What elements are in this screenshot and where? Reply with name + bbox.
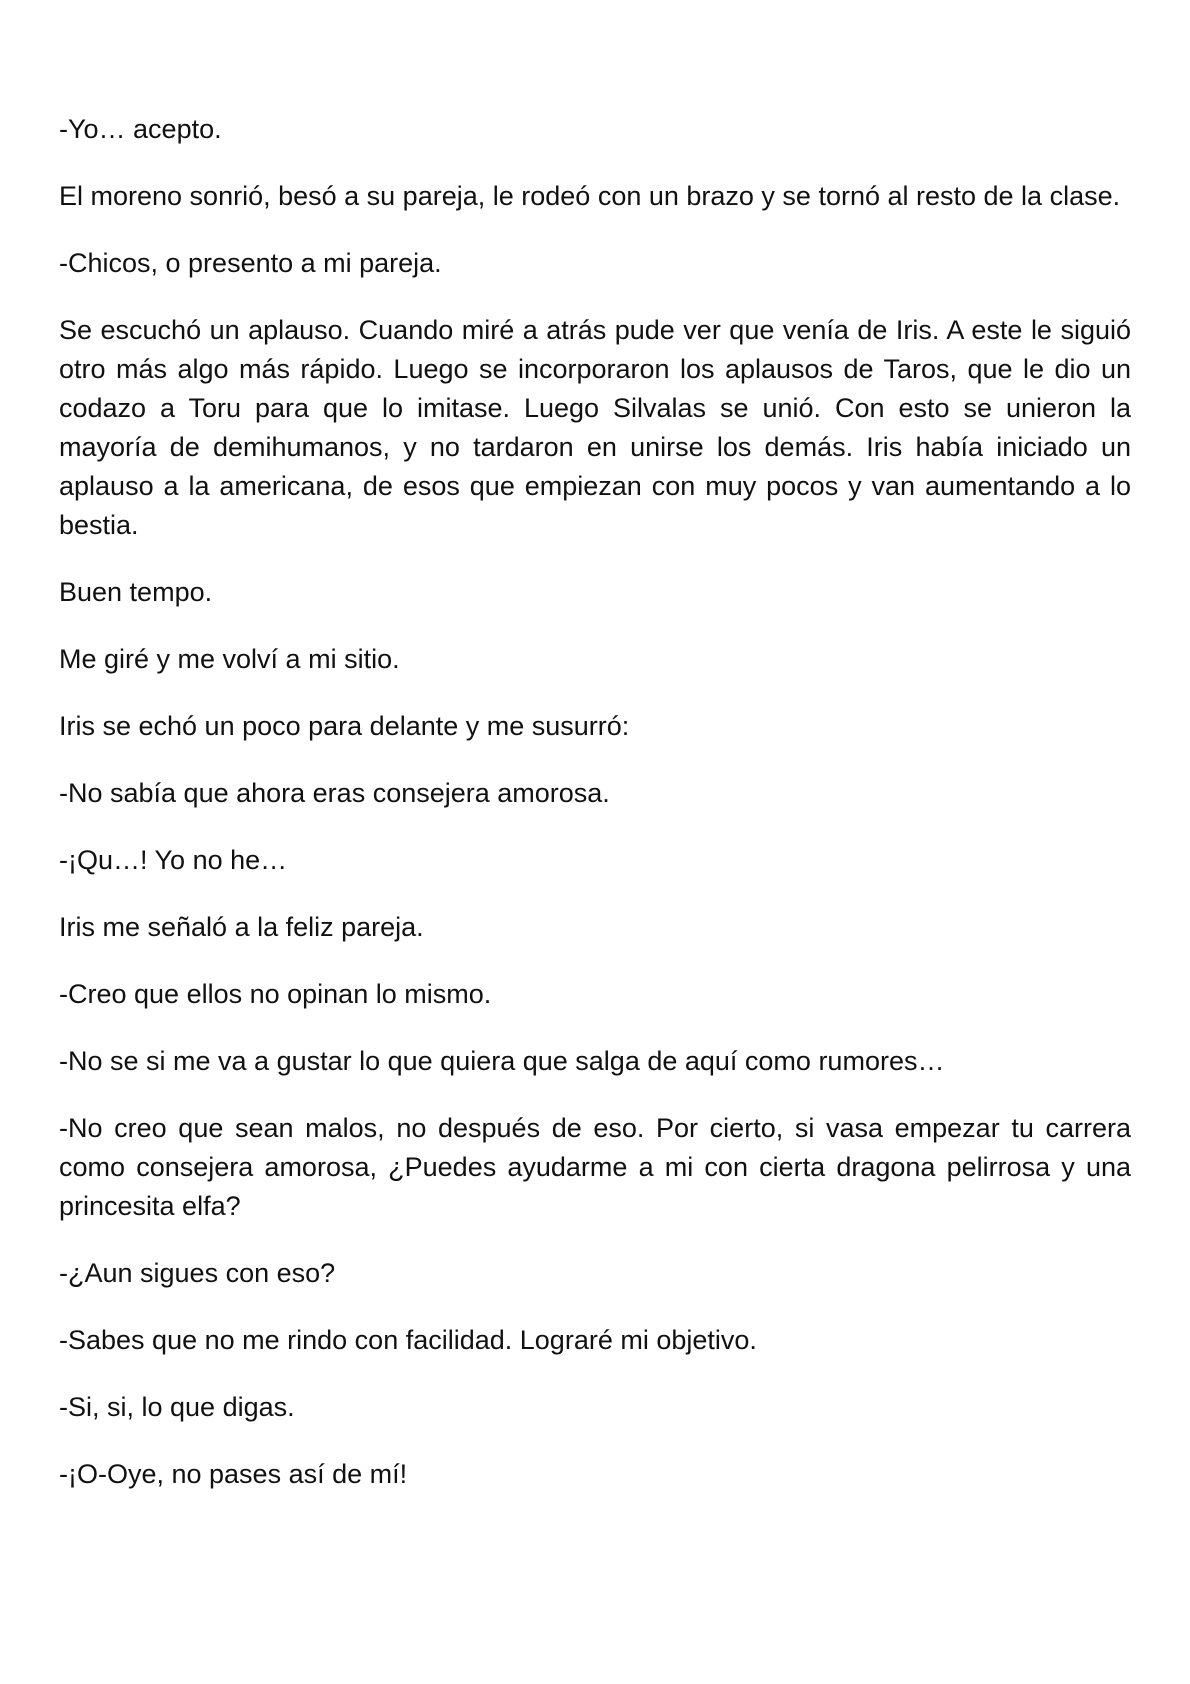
paragraph: El moreno sonrió, besó a su pareja, le rodeó con un brazo y se tornó al resto de la clase.	[59, 181, 1121, 211]
paragraph: -Creo que ellos no opinan lo mismo.	[59, 979, 492, 1009]
paragraph: -No se si me va a gustar lo que quiera que salga de aquí como rumores…	[59, 1046, 945, 1076]
paragraph: -¡Qu…! Yo no he…	[59, 845, 288, 875]
paragraph: Iris me señaló a la feliz pareja.	[59, 912, 424, 942]
paragraph: -Si, si, lo que digas.	[59, 1392, 295, 1422]
paragraph: -No creo que sean malos, no después de eso. Por cierto, si vasa empezar tu carrera como consejera amorosa, ¿Puedes ayudarme a mi con cierta dragona pelirrosa y una princesita elfa?	[59, 1113, 1131, 1221]
paragraph: Iris se echó un poco para delante y me susurró:	[59, 711, 630, 741]
paragraph: Buen tempo.	[59, 577, 213, 607]
paragraph: -Sabes que no me rindo con facilidad. Lograré mi objetivo.	[59, 1325, 757, 1355]
paragraph: -¡O-Oye, no pases así de mí!	[59, 1459, 408, 1489]
paragraph: -No sabía que ahora eras consejera amorosa.	[59, 778, 610, 808]
paragraph: -¿Aun sigues con eso?	[59, 1258, 336, 1288]
paragraph: -Yo… acepto.	[59, 114, 222, 144]
document-page	[59, 110, 1131, 1494]
paragraph: -Chicos, o presento a mi pareja.	[59, 248, 442, 278]
paragraph: Me giré y me volví a mi sitio.	[59, 644, 400, 674]
paragraph: Se escuchó un aplauso. Cuando miré a atrás pude ver que venía de Iris. A este le siguió otro más algo más rápido. Luego se incorporaron los aplausos de Taros, que le dio un codazo a Toru para que lo imitase. Luego Silvalas se unió. Con esto se unieron la mayoría de demihumanos, y no tardaron en unirse los demás. Iris había iniciado un aplauso a la americana, de esos que empiezan con muy pocos y van aumentando a lo bestia.	[59, 315, 1131, 540]
